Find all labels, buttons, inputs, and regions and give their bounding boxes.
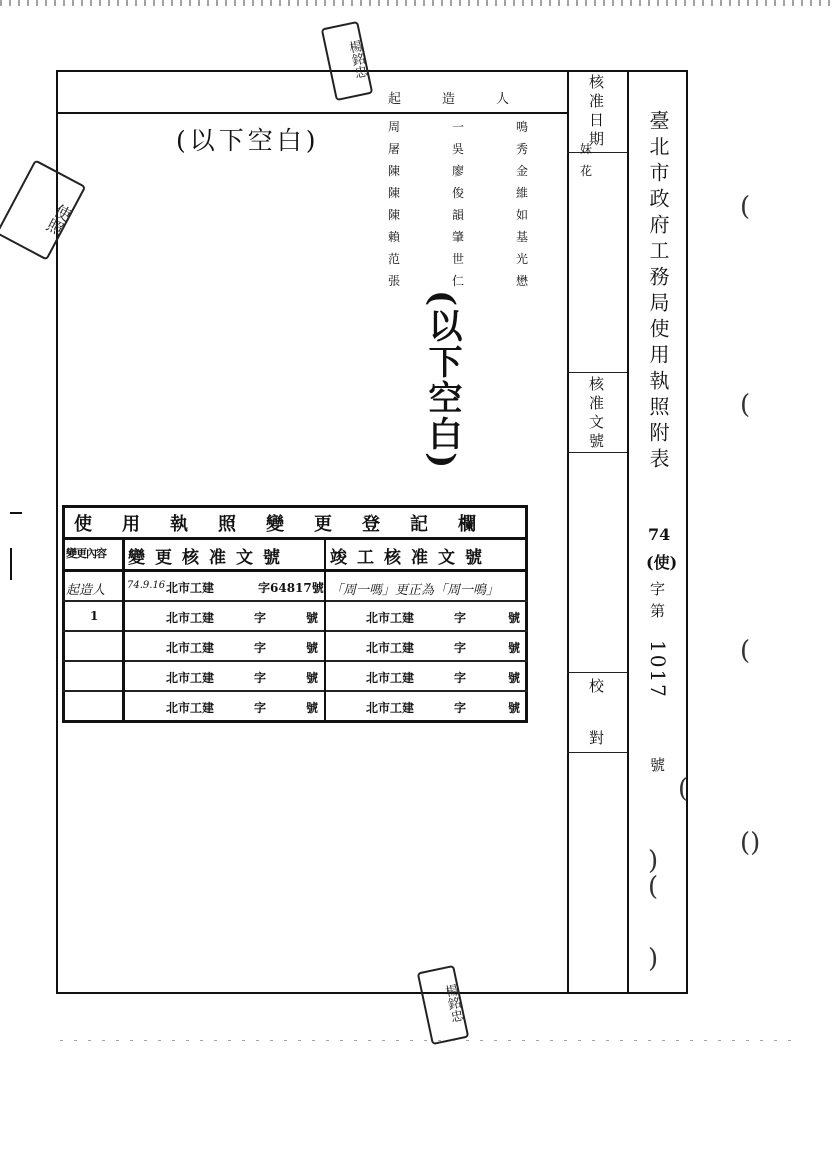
register-rule xyxy=(62,600,528,602)
margin-mark: () xyxy=(740,828,761,858)
register-rule xyxy=(62,569,528,572)
paren-mark: ( xyxy=(648,872,659,902)
founder-name: 范 世 光 xyxy=(388,252,549,266)
blank-below-note-vertical: (以下空白) xyxy=(422,290,462,471)
register-doc-hao: 號 xyxy=(306,701,319,715)
founder-name: 張 仁 懋 xyxy=(388,274,549,288)
margin-mark: ( xyxy=(740,390,751,420)
register-rule xyxy=(62,660,528,662)
register-col-divider xyxy=(122,539,125,723)
register-doc2-zi: 字 xyxy=(454,641,467,655)
register-row-item: 1 xyxy=(90,609,99,623)
founder-name: 陳 廖 金 花 xyxy=(388,164,613,178)
seal-stamp-top: 楊銘忠 xyxy=(321,21,374,101)
right-col-divider-right xyxy=(627,70,629,994)
register-doc2-hao: 號 xyxy=(508,641,521,655)
register-col-divider xyxy=(324,539,326,723)
proofread-label: 對 xyxy=(587,730,605,749)
register-rule xyxy=(62,690,528,692)
permit-char-hao: 號 xyxy=(650,756,666,774)
right-col-rule xyxy=(567,672,627,673)
register-row-note: 「周一嗎」更正為「周一鳴」 xyxy=(330,583,500,598)
register-doc2-zi: 字 xyxy=(454,701,467,715)
register-col1-header: 變更內容 xyxy=(66,547,106,560)
register-doc-prefix: 北市工建 xyxy=(166,671,215,685)
register-row-item: 起造人 xyxy=(66,583,106,598)
margin-mark: ( xyxy=(740,636,751,666)
scan-edge-noise xyxy=(60,1040,800,1041)
register-doc2-zi: 字 xyxy=(454,671,467,685)
register-doc-hao: 號 xyxy=(306,611,319,625)
register-doc2-prefix: 北市工建 xyxy=(366,701,415,715)
register-rule xyxy=(62,537,528,540)
scan-mark xyxy=(10,548,12,580)
register-doc-prefix: 北市工建 xyxy=(166,611,215,625)
document-title: 臺北市政府工務局使用執照附表 xyxy=(646,110,670,474)
approval-doc-label: 核准文號 xyxy=(587,376,605,452)
founder-name: 陳 俊 維 xyxy=(388,186,549,200)
register-col3-header: 竣工核准文號 xyxy=(330,548,492,568)
register-doc2-hao: 號 xyxy=(508,611,521,625)
permit-type: (使) xyxy=(646,553,678,572)
side-stamp: 使照 xyxy=(0,159,86,260)
founder-name: 屠 吳 秀 妹 xyxy=(388,142,613,156)
header-divider xyxy=(56,112,568,114)
register-doc2-zi: 字 xyxy=(454,611,467,625)
right-col-rule xyxy=(567,372,627,373)
founder-name: 賴 肇 基 xyxy=(388,230,549,244)
seal-stamp-bottom: 楊銘忠 xyxy=(417,965,470,1045)
paren-mark: ( xyxy=(678,774,689,804)
permit-number-prefix: 74 xyxy=(648,525,671,544)
register-doc-zi: 字 xyxy=(254,641,267,655)
register-doc-hao: 號 xyxy=(306,641,319,655)
register-doc2-hao: 號 xyxy=(508,701,521,715)
register-row-date: 74.9.16 xyxy=(127,580,166,591)
right-col-rule xyxy=(567,452,627,453)
register-doc-zi: 字 xyxy=(254,671,267,685)
register-doc-prefix: 北市工建 xyxy=(166,701,215,715)
register-col2-header: 變更核准文號 xyxy=(128,548,290,568)
permit-number: 1017 xyxy=(646,640,670,699)
permit-char-zi: 字 xyxy=(650,580,666,598)
register-doc2-prefix: 北市工建 xyxy=(366,611,415,625)
paren-mark: ) xyxy=(648,846,659,876)
approval-date-label: 核准日期 xyxy=(587,74,605,150)
right-col-rule xyxy=(567,752,627,753)
register-title: 使用執照變更登記欄 xyxy=(74,514,506,535)
register-doc-hao: 號 xyxy=(306,671,319,685)
register-doc2-prefix: 北市工建 xyxy=(366,641,415,655)
register-doc-zi: 字 xyxy=(254,701,267,715)
register-doc-number: 字64817號 xyxy=(258,581,324,595)
founder-name: 陳 韻 如 xyxy=(388,208,549,222)
founders-list xyxy=(388,116,612,292)
register-doc2-hao: 號 xyxy=(508,671,521,685)
blank-below-note: (以下空白) xyxy=(176,126,320,155)
margin-mark: ( xyxy=(740,192,751,222)
paren-mark: ) xyxy=(648,944,659,974)
founder-name: 周 一 鳴 xyxy=(388,120,549,134)
register-rule xyxy=(62,630,528,632)
register-doc-prefix: 北市工建 xyxy=(166,641,215,655)
register-doc-prefix: 北市工建 xyxy=(166,581,215,595)
founders-header: 起 造 人 xyxy=(388,92,524,107)
proofread-label: 校 xyxy=(587,678,605,697)
scan-mark xyxy=(10,512,22,514)
register-doc-zi: 字 xyxy=(254,611,267,625)
register-doc2-prefix: 北市工建 xyxy=(366,671,415,685)
permit-char-di: 第 xyxy=(650,602,666,620)
scan-edge-noise xyxy=(0,0,832,6)
